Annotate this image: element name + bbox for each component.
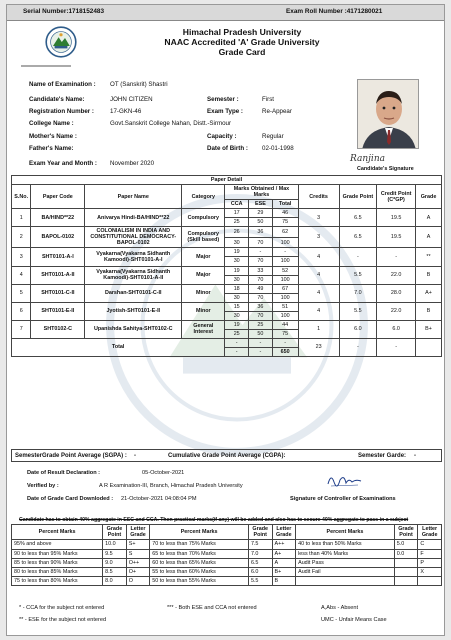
- col-grade-point: Grade Point: [339, 185, 377, 209]
- paper-detail-table: [11, 175, 442, 357]
- cell-max-cca: 30: [225, 311, 249, 320]
- legend-col-grade-point: Grade Point: [248, 525, 272, 540]
- cell-grade: B+: [416, 320, 442, 338]
- legend-cell: 5.5: [248, 577, 272, 586]
- col-total: Total: [272, 200, 298, 209]
- cell-max-cca: 30: [225, 275, 249, 284]
- legend-cell: S: [126, 549, 150, 558]
- col-sno: S.No.: [12, 185, 31, 209]
- cell-cp: -: [377, 248, 416, 266]
- sgpa-value: -: [134, 453, 136, 459]
- registration-label: Registration Number :: [29, 108, 94, 115]
- cell-sno: 7: [12, 320, 31, 338]
- capacity-label: Capacity :: [207, 133, 237, 140]
- cell-max-ese: 50: [249, 218, 273, 227]
- cell-total: 52: [272, 266, 298, 275]
- footnote-absent: A,Abs - Absent: [321, 605, 359, 611]
- cgpa-label: Cumulative Grade Point Average (CGPA):: [168, 453, 286, 459]
- legend-cell: 0.0: [394, 549, 418, 558]
- cell-credits: 4: [298, 284, 339, 302]
- cell-cp: 22.0: [377, 266, 416, 284]
- total-total: -: [272, 338, 298, 347]
- legend-cell: 60 to less than 65% Marks: [150, 558, 249, 567]
- result-date: 05-October-2021: [142, 470, 185, 476]
- cell-ese: 36: [249, 302, 273, 311]
- legend-cell: B: [272, 577, 296, 586]
- candidate-signature-caption: Candidate's Signature: [357, 166, 414, 172]
- table-row: [12, 248, 442, 257]
- footnote-umc: UMC - Unfair Means Case: [321, 617, 387, 623]
- legend-cell: O+: [126, 568, 150, 577]
- total-label: Total: [12, 338, 225, 356]
- legend-cell: [394, 568, 418, 577]
- cell-max-cca: 30: [225, 293, 249, 302]
- capacity: Regular: [262, 133, 284, 140]
- cell-code: SHT0101-A-I: [31, 248, 85, 266]
- exam-name-label: Name of Examination :: [29, 81, 96, 88]
- controller-signature: [325, 470, 367, 490]
- table-row: [12, 302, 442, 311]
- footnote-both: *** - Both ESE and CCA not entered: [167, 605, 257, 611]
- cell-cca: 19: [225, 248, 249, 257]
- cell-name: Upanishda Sahitya-SHT0102-C: [85, 320, 182, 338]
- cell-name: Vyakarna(Vyakarna Sidhanth Kamoodi)-SHT0101-A-I: [85, 248, 182, 266]
- legend-col-letter-grade: Letter Grade: [418, 525, 442, 540]
- semester-label: Semester :: [207, 96, 239, 103]
- table-title: Paper Detail: [12, 176, 442, 185]
- legend-header-row: [12, 525, 442, 540]
- cell-max-ese: 70: [249, 237, 273, 248]
- exam-name: OT (Sanskrit) Shastri: [110, 81, 168, 88]
- cell-credits: 3: [298, 209, 339, 227]
- legend-col-percent: Percent Marks: [12, 525, 103, 540]
- cell-code: SHT0101-A-II: [31, 266, 85, 284]
- accreditation: NAAC Accredited 'A' Grade University: [164, 37, 320, 47]
- cell-max-ese: 70: [249, 257, 273, 266]
- cell-max-cca: 30: [225, 257, 249, 266]
- cell-cp: 6.0: [377, 320, 416, 338]
- table-row: [12, 266, 442, 275]
- cell-gp: 5.5: [339, 266, 377, 284]
- cell-cca: 19: [225, 320, 249, 329]
- cell-code: SHT0102-C: [31, 320, 85, 338]
- cell-name: Vyakarna(Vyakarna Sidhanth Kamoodi)-SHT0101-A-II: [85, 266, 182, 284]
- cell-max-ese: 70: [249, 293, 273, 302]
- cell-ese: 25: [249, 320, 273, 329]
- cell-max-total: 100: [272, 275, 298, 284]
- controller-signature-caption: Signature of Controller of Examinations: [290, 496, 396, 502]
- cell-max-ese: 70: [249, 311, 273, 320]
- cell-total: 62: [272, 227, 298, 238]
- legend-cell: 65 to less than 70% Marks: [150, 549, 249, 558]
- legend-cell: 6.5: [248, 558, 272, 567]
- legend-cell: 75 to less than 80% Marks: [12, 577, 103, 586]
- cell-gp: 7.0: [339, 284, 377, 302]
- serial-number: 1718152483: [68, 8, 105, 15]
- legend-cell: O++: [126, 558, 150, 567]
- cell-category: Major: [182, 248, 225, 266]
- total-row: [12, 338, 442, 347]
- col-credits: Credits: [298, 185, 339, 209]
- legend-cell: 90 to less than 95% Marks: [12, 549, 103, 558]
- university-logo: [45, 26, 77, 58]
- cell-name: Darshan-SHT0101-C-II: [85, 284, 182, 302]
- legend-cell: O: [126, 577, 150, 586]
- col-ese: ESE: [249, 200, 273, 209]
- legend-cell: C: [418, 540, 442, 549]
- cell-grade: B: [416, 302, 442, 320]
- cell-max-total: 75: [272, 218, 298, 227]
- top-bar: [7, 5, 444, 21]
- father-name-label: Father's Name:: [29, 145, 74, 152]
- cell-sno: 6: [12, 302, 31, 320]
- cell-sno: 5: [12, 284, 31, 302]
- legend-col-grade-point: Grade Point: [394, 525, 418, 540]
- cell-ese: 33: [249, 266, 273, 275]
- exam-roll-number: 4171280021: [346, 8, 383, 15]
- cell-total: 67: [272, 284, 298, 293]
- cell-category: Compulsory: [182, 209, 225, 227]
- cell-grade: A+: [416, 284, 442, 302]
- grading-legend-table: [11, 524, 442, 586]
- candidate-signature: Ranjina: [350, 154, 385, 164]
- legend-col-grade-point: Grade Point: [103, 525, 127, 540]
- person-icon: [358, 80, 419, 149]
- legend-cell: 50 to less than 55% Marks: [150, 577, 249, 586]
- col-marks: Marks Obtained / Max Marks: [225, 185, 298, 200]
- cell-max-cca: 30: [225, 237, 249, 248]
- cell-sno: 4: [12, 266, 31, 284]
- legend-cell: [296, 577, 395, 586]
- legend-cell: 70 to less than 75% Marks: [150, 540, 249, 549]
- legend-cell: [394, 558, 418, 567]
- cell-category: Minor: [182, 302, 225, 320]
- cell-cca: 26: [225, 227, 249, 238]
- cell-max-total: 100: [272, 257, 298, 266]
- cell-code: SHT0101-C-II: [31, 284, 85, 302]
- cell-grade: A: [416, 227, 442, 248]
- cell-max-total: 100: [272, 237, 298, 248]
- legend-cell: 9.0: [103, 558, 127, 567]
- total-max-cca: -: [225, 347, 249, 356]
- cell-category: General Interest: [182, 320, 225, 338]
- exam-year-label: Exam Year and Month :: [29, 160, 97, 167]
- exam-year: November 2020: [110, 160, 155, 167]
- legend-col-letter-grade: Letter Grade: [272, 525, 296, 540]
- table-header-row: [12, 185, 442, 200]
- total-cp: -: [377, 338, 416, 356]
- cell-grade: B: [416, 266, 442, 284]
- cell-category: Minor: [182, 284, 225, 302]
- verified-by: A R Examination-III, Branch, Himachal Pradesh University: [99, 483, 243, 489]
- total-gp: -: [339, 338, 377, 356]
- legend-cell: 40 to less than 50% Marks: [296, 540, 395, 549]
- cell-max-total: 100: [272, 293, 298, 302]
- cell-ese: -: [249, 248, 273, 257]
- sgpa-label: SemesterGrade Point Average (SGPA) :: [15, 453, 127, 459]
- semester: First: [262, 96, 275, 103]
- cell-credits: 4: [298, 266, 339, 284]
- cell-total: 46: [272, 209, 298, 218]
- col-credit-point: Credit Point (C*GP): [377, 185, 416, 209]
- legend-cell: 7.0: [248, 549, 272, 558]
- cell-credits: 3: [298, 227, 339, 248]
- cell-credits: 4: [298, 302, 339, 320]
- cell-grade: A: [416, 209, 442, 227]
- candidate-photo: [357, 79, 419, 149]
- candidate-name: JOHN CITIZEN: [110, 96, 153, 103]
- cell-gp: -: [339, 248, 377, 266]
- legend-row: [12, 540, 442, 549]
- cell-cp: 19.5: [377, 227, 416, 248]
- legend-cell: A+: [272, 549, 296, 558]
- cell-gp: 6.5: [339, 227, 377, 248]
- legend-col-percent: Percent Marks: [296, 525, 395, 540]
- cell-ese: 36: [249, 227, 273, 238]
- cell-cca: 19: [225, 266, 249, 275]
- cell-sno: 2: [12, 227, 31, 248]
- grade-card: [6, 4, 445, 636]
- cell-total: 51: [272, 302, 298, 311]
- cell-cp: 22.0: [377, 302, 416, 320]
- cell-name: Anivarya Hindi-BA/HIND**22: [85, 209, 182, 227]
- exam-roll-label: Exam Roll Number :: [286, 8, 347, 15]
- footnote-cca: * - CCA for the subject not entered: [19, 605, 105, 611]
- cell-cca: 17: [225, 209, 249, 218]
- legend-row: [12, 577, 442, 586]
- cell-credits: 1: [298, 320, 339, 338]
- table-row: [12, 284, 442, 293]
- legend-row: [12, 549, 442, 558]
- cell-max-cca: 25: [225, 218, 249, 227]
- cell-cp: 19.5: [377, 209, 416, 227]
- result-date-label: Date of Result Declaration :: [27, 470, 101, 476]
- cell-code: BA/HIND**22: [31, 209, 85, 227]
- gpa-summary: [11, 449, 442, 462]
- total-ese: -: [249, 338, 273, 347]
- legend-col-percent: Percent Marks: [150, 525, 249, 540]
- total-cca: -: [225, 338, 249, 347]
- table-title-row: [12, 176, 442, 185]
- serial-label: Serial Number:: [23, 8, 69, 15]
- registration-number: 17-GKN-46: [110, 108, 142, 115]
- table-row: [12, 227, 442, 238]
- legend-cell: P: [418, 558, 442, 567]
- table-row: [12, 209, 442, 218]
- legend-cell: 80 to less than 85% Marks: [12, 568, 103, 577]
- legend-cell: 7.5: [248, 540, 272, 549]
- legend-row: [12, 558, 442, 567]
- pass-criteria-note: Candidate has to obtain 40% aggregate in ESC and CCA. Then practical marks(if any) will be added and also has to secure 40% aggregate to pass in a subject: [19, 517, 409, 523]
- cell-gp: 6.0: [339, 320, 377, 338]
- legend-cell: 10.0: [103, 540, 127, 549]
- cell-gp: 5.5: [339, 302, 377, 320]
- col-grade: Grade: [416, 185, 442, 209]
- col-category: Category: [182, 185, 225, 209]
- cell-sno: 3: [12, 248, 31, 266]
- legend-cell: 8.0: [103, 577, 127, 586]
- cell-max-cca: 25: [225, 329, 249, 338]
- semester-grade-label: Semester Garde:: [358, 453, 407, 459]
- legend-cell: A: [272, 558, 296, 567]
- downloaded-label: Date of Grade Card Downloded :: [27, 496, 114, 502]
- legend-cell: X: [418, 568, 442, 577]
- legend-cell: 6.0: [248, 568, 272, 577]
- college-name: Govt.Sanskrit College Nahan, Distt.-Sirmour: [110, 120, 232, 127]
- cell-max-total: 100: [272, 311, 298, 320]
- verified-by-label: Verified by :: [27, 483, 59, 489]
- cell-ese: 49: [249, 284, 273, 293]
- legend-cell: B+: [272, 568, 296, 577]
- cell-sno: 1: [12, 209, 31, 227]
- col-paper-code: Paper Code: [31, 185, 85, 209]
- legend-col-letter-grade: Letter Grade: [126, 525, 150, 540]
- cell-category: Major: [182, 266, 225, 284]
- cell-max-total: 75: [272, 329, 298, 338]
- legend-cell: S+: [126, 540, 150, 549]
- total-credits: 23: [298, 338, 339, 356]
- cell-total: -: [272, 248, 298, 257]
- cell-code: SHT0101-E-II: [31, 302, 85, 320]
- col-paper-name: Paper Name: [85, 185, 182, 209]
- downloaded-date: 21-October-2021 04:08:04 PM: [121, 496, 197, 502]
- table-row: [12, 320, 442, 329]
- legend-cell: less than 40% Marks: [296, 549, 395, 558]
- legend-cell: F: [418, 549, 442, 558]
- cell-cp: 28.0: [377, 284, 416, 302]
- total-max-ese: -: [249, 347, 273, 356]
- cell-grade: **: [416, 248, 442, 266]
- cell-name: COLONIALISM IN INDIA AND CONSTITUTIONAL DEMOCRACY-BAPOL-0102: [85, 227, 182, 248]
- footnote-ese: ** - ESE for the subject not entered: [19, 617, 107, 623]
- legend-cell: 5.0: [394, 540, 418, 549]
- cell-code: BAPOL-0102: [31, 227, 85, 248]
- date-of-birth: 02-01-1998: [262, 145, 294, 152]
- col-cca: CCA: [225, 200, 249, 209]
- dob-label: Date of Birth :: [207, 145, 248, 152]
- legend-cell: Audit Pass: [296, 558, 395, 567]
- legend-row: [12, 568, 442, 577]
- cell-name: Jyotish-SHT0101-E-II: [85, 302, 182, 320]
- cell-gp: 6.5: [339, 209, 377, 227]
- college-label: College Name :: [29, 120, 74, 127]
- candidate-name-label: Candidate's Name:: [29, 96, 85, 103]
- cell-credits: 4: [298, 248, 339, 266]
- university-header: [7, 23, 444, 63]
- legend-cell: 9.5: [103, 549, 127, 558]
- legend-cell: A++: [272, 540, 296, 549]
- cell-cca: 15: [225, 302, 249, 311]
- cell-max-ese: 70: [249, 275, 273, 284]
- total-max-total: 650: [272, 347, 298, 356]
- divider: [21, 65, 71, 67]
- semester-grade-value: -: [414, 453, 416, 459]
- legend-cell: [418, 577, 442, 586]
- cell-total: 44: [272, 320, 298, 329]
- cell-category: Compulsory (Skill based): [182, 227, 225, 248]
- legend-cell: Audit Fail: [296, 568, 395, 577]
- cell-cca: 18: [225, 284, 249, 293]
- legend-cell: 55 to less than 60% Marks: [150, 568, 249, 577]
- legend-cell: [394, 577, 418, 586]
- legend-cell: 8.5: [103, 568, 127, 577]
- exam-type-label: Exam Type :: [207, 108, 243, 115]
- document-title: Grade Card: [218, 47, 266, 57]
- mother-name-label: Mother's Name :: [29, 133, 77, 140]
- cell-ese: 29: [249, 209, 273, 218]
- total-grade: [416, 338, 442, 356]
- legend-cell: 95% and above: [12, 540, 103, 549]
- exam-type: Re-Appear: [262, 108, 292, 115]
- university-name: Himachal Pradesh University: [182, 27, 302, 37]
- legend-cell: 85 to less than 90% Marks: [12, 558, 103, 567]
- cell-max-ese: 50: [249, 329, 273, 338]
